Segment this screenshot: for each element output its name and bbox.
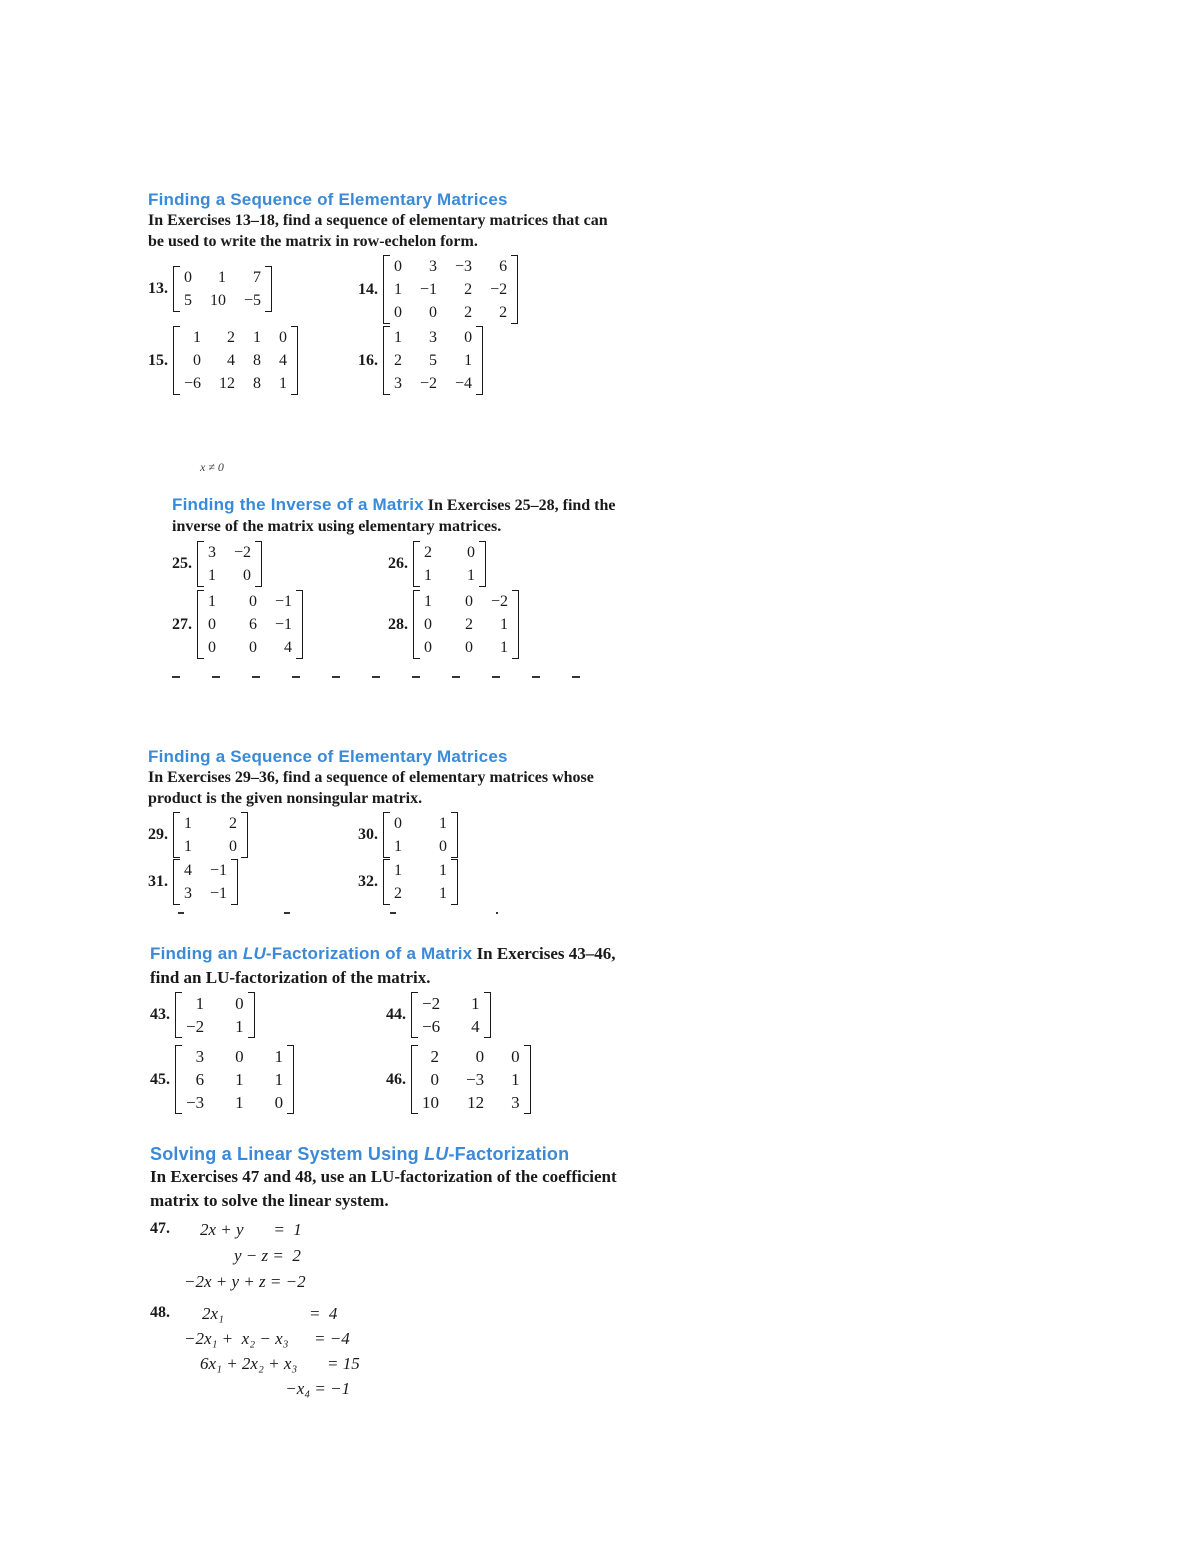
exercise-15 [148, 326, 298, 395]
matrix-entry: 1 [208, 593, 216, 610]
matrix-entry: 0 [430, 1070, 439, 1089]
section-instruction: In Exercises 25–28, find the inverse of the matrix using elementary matrices. [172, 497, 616, 535]
matrix-entry: 1 [235, 1093, 244, 1112]
matrix-entry: 3 [184, 885, 192, 902]
matrix-entry: 8 [253, 375, 262, 392]
matrix-entry: −2 [186, 1017, 205, 1036]
matrix-entry: −2 [490, 281, 508, 298]
exercise-number: 45. [150, 1070, 170, 1088]
matrix-entry: 2 [430, 1047, 439, 1066]
exercise-28 [388, 590, 519, 659]
section-heading: Finding an LU-Factorization of a Matrix [150, 944, 473, 963]
exercise-number: 25. [172, 555, 192, 572]
matrix-entry: 0 [249, 639, 257, 656]
matrix-entry: 6 [499, 258, 508, 275]
matrix [173, 812, 248, 858]
exercise-47 [150, 1220, 450, 1300]
matrix-entry: 3 [195, 1047, 205, 1066]
exercise-48 [150, 1304, 470, 1404]
matrix-entry: 4 [227, 352, 236, 369]
matrix-entry: 1 [218, 269, 226, 286]
exercise-number: 44. [386, 1006, 406, 1023]
matrix [175, 1045, 294, 1114]
matrix [413, 541, 486, 587]
matrix-entry: −2 [234, 544, 252, 561]
matrix-entry: 1 [439, 885, 447, 902]
matrix-entry: 1 [424, 567, 432, 584]
equation-line: 2x + y = 1 [200, 1220, 302, 1239]
exercise-26 [388, 541, 486, 587]
section-heading: Finding a Sequence of Elementary Matrices [148, 190, 508, 209]
exercise-46 [386, 1045, 531, 1114]
matrix-entry: 3 [429, 329, 438, 346]
matrix-entry: −1 [420, 281, 438, 298]
matrix-entry: 0 [208, 639, 216, 656]
matrix-entry: −1 [275, 593, 293, 610]
matrix-entry: −1 [275, 616, 293, 633]
section-solve-linear-system [150, 1144, 625, 1213]
matrix-entry: −2 [422, 994, 441, 1013]
equation-line: y − z = 2 [200, 1246, 301, 1265]
section-heading: Finding the Inverse of a Matrix [172, 495, 424, 514]
matrix-entry: 1 [274, 1070, 284, 1089]
matrix [197, 541, 262, 587]
matrix-entry: 1 [184, 815, 192, 832]
matrix-entry: 0 [464, 329, 473, 346]
matrix-entry: 0 [249, 593, 257, 610]
cropped-text-fragment [172, 676, 582, 678]
matrix-entry: −3 [186, 1093, 205, 1112]
matrix-entry: 6 [195, 1070, 205, 1089]
matrix-entry: 1 [511, 1070, 520, 1089]
matrix-entry: 5 [429, 352, 438, 369]
matrix-entry: 7 [253, 269, 262, 286]
matrix-entry: 1 [279, 375, 288, 392]
exercise-number: 16. [358, 351, 378, 369]
matrix [173, 326, 298, 395]
matrix-entry: −4 [455, 375, 473, 392]
matrix-entry: 0 [439, 838, 447, 855]
section-row-echelon [148, 190, 623, 252]
matrix-entry: 1 [500, 639, 509, 656]
matrix-entry: 0 [465, 639, 473, 656]
matrix-entry: 0 [274, 1093, 284, 1112]
matrix [413, 590, 519, 659]
matrix [383, 255, 518, 324]
exercise-32 [358, 859, 458, 905]
matrix-entry: 1 [274, 1047, 284, 1066]
equation-line: −2x + y + z = −2 [184, 1272, 306, 1291]
matrix-entry: 1 [235, 1017, 244, 1036]
section-product-elementary [148, 747, 623, 809]
matrix-entry: 0 [424, 639, 432, 656]
exercise-number: 26. [388, 555, 408, 572]
matrix-entry: −5 [244, 292, 262, 309]
matrix-entry: 2 [394, 885, 402, 902]
matrix-entry: 0 [511, 1047, 520, 1066]
matrix-entry: 2 [499, 304, 508, 321]
matrix-entry: 0 [475, 1047, 485, 1066]
matrix-entry: −2 [491, 593, 509, 610]
matrix-entry: 0 [424, 616, 432, 633]
exercise-number: 31. [148, 873, 168, 890]
matrix-entry: 10 [210, 292, 226, 309]
matrix-entry: 4 [184, 862, 192, 879]
exercise-44 [386, 992, 491, 1038]
exercise-45 [150, 1045, 294, 1114]
matrix-entry: 1 [208, 567, 216, 584]
matrix-entry: −6 [184, 375, 202, 392]
exercise-13 [148, 266, 272, 312]
matrix-entry: 0 [394, 258, 402, 275]
matrix [173, 266, 272, 312]
matrix-entry: 0 [208, 616, 216, 633]
matrix-entry: 4 [279, 352, 288, 369]
matrix-entry: −3 [455, 258, 473, 275]
fragment-text: x ≠ 0 [200, 460, 224, 474]
matrix-entry: 8 [253, 352, 262, 369]
exercise-number: 46. [386, 1070, 406, 1088]
exercise-number: 28. [388, 615, 408, 633]
matrix-entry: −6 [422, 1017, 441, 1036]
exercise-number: 15. [148, 351, 168, 369]
matrix-entry: 1 [471, 994, 480, 1013]
matrix-entry: 0 [429, 304, 438, 321]
matrix-entry: 1 [235, 1070, 244, 1089]
equation-line: −x₄ = −1 [196, 1379, 351, 1398]
matrix-entry: 0 [467, 544, 475, 561]
exercise-31 [148, 859, 238, 905]
matrix-entry: −1 [210, 885, 228, 902]
matrix-entry: 0 [235, 1047, 244, 1066]
section-instruction: In Exercises 29–36, find a sequence of elementary matrices whose product is the given nonsingular matrix. [148, 769, 594, 807]
exercise-number: 13. [148, 280, 168, 297]
exercise-16 [358, 326, 483, 395]
matrix [175, 992, 255, 1038]
matrix-entry: 3 [429, 258, 438, 275]
matrix-entry: 3 [208, 544, 216, 561]
exercise-29 [148, 812, 248, 858]
matrix [383, 859, 458, 905]
matrix-entry: 1 [439, 815, 447, 832]
section-lu-factorization [150, 942, 625, 990]
matrix-entry: 1 [394, 838, 402, 855]
matrix-entry: 4 [471, 1017, 480, 1036]
matrix-entry: 0 [184, 269, 192, 286]
matrix-entry: −1 [210, 862, 228, 879]
exercise-number: 48. [150, 1304, 170, 1321]
exercise-14 [358, 255, 518, 324]
matrix-entry: 12 [467, 1093, 485, 1112]
matrix-entry: 1 [193, 329, 202, 346]
exercise-number: 43. [150, 1006, 170, 1023]
section-heading: Finding a Sequence of Elementary Matrices [148, 747, 508, 766]
matrix-entry: 2 [227, 329, 236, 346]
matrix-entry: 4 [284, 639, 293, 656]
matrix-entry: 1 [253, 329, 262, 346]
matrix-entry: 5 [184, 292, 192, 309]
section-instruction: In Exercises 43–46, find an LU-factorization of the matrix. [150, 944, 616, 987]
matrix-entry: 1 [394, 281, 402, 298]
exercise-27 [172, 590, 303, 659]
matrix-entry: 2 [424, 544, 432, 561]
matrix-entry: 2 [394, 352, 402, 369]
matrix-entry: 0 [229, 838, 237, 855]
matrix [173, 859, 238, 905]
exercise-number: 29. [148, 826, 168, 843]
exercise-number: 47. [150, 1220, 170, 1237]
section-instruction: In Exercises 13–18, find a sequence of elementary matrices that can be used to write the matrix in row-echelon form. [148, 212, 608, 250]
matrix-entry: 2 [464, 281, 473, 298]
matrix-entry: 0 [394, 304, 402, 321]
matrix-entry: 1 [467, 567, 475, 584]
matrix-entry: −3 [466, 1070, 485, 1089]
matrix-entry: 0 [279, 329, 288, 346]
matrix-entry: 1 [195, 994, 205, 1013]
matrix-entry: 10 [422, 1093, 439, 1112]
matrix-entry: 0 [193, 352, 202, 369]
section-instruction: In Exercises 47 and 48, use an LU-factorization of the coefficient matrix to solve the linear system. [150, 1167, 617, 1210]
exercise-30 [358, 812, 458, 858]
matrix [411, 992, 491, 1038]
matrix-entry: 1 [394, 329, 402, 346]
matrix [411, 1045, 531, 1114]
matrix-entry: 2 [464, 304, 473, 321]
matrix-entry: 0 [465, 593, 473, 610]
matrix-entry: 1 [184, 838, 192, 855]
exercise-number: 32. [358, 873, 378, 890]
equation-line: 2x₁ = 4 [202, 1304, 338, 1323]
exercise-25 [172, 541, 262, 587]
matrix-entry: 1 [394, 862, 402, 879]
matrix-table [175, 266, 270, 312]
matrix [383, 812, 458, 858]
matrix-entry: 0 [394, 815, 402, 832]
section-inverse [172, 494, 642, 537]
matrix-entry: 6 [249, 616, 257, 633]
matrix-entry: 1 [500, 616, 509, 633]
matrix-entry: −2 [420, 375, 438, 392]
exercise-number: 30. [358, 826, 378, 843]
cropped-text-fragment [178, 912, 498, 914]
matrix-entry: 1 [439, 862, 447, 879]
matrix-entry: 0 [243, 567, 252, 584]
equation-line: −2x₁ + x₂ − x₃ = −4 [184, 1329, 350, 1348]
matrix-entry: 1 [464, 352, 473, 369]
matrix-entry: 2 [465, 616, 473, 633]
matrix-entry: 3 [511, 1093, 520, 1112]
matrix-entry: 0 [235, 994, 244, 1013]
matrix-entry: 12 [219, 375, 236, 392]
matrix-entry: 1 [424, 593, 432, 610]
equation-line: 6x₁ + 2x₂ + x₃ = 15 [200, 1354, 360, 1373]
matrix [197, 590, 303, 659]
matrix-entry: 2 [229, 815, 237, 832]
exercise-number: 27. [172, 615, 192, 633]
exercise-number: 14. [358, 280, 378, 298]
matrix-entry: 3 [394, 375, 402, 392]
exercise-43 [150, 992, 255, 1038]
section-heading: Solving a Linear System Using LU-Factorization [150, 1144, 570, 1164]
matrix [383, 326, 483, 395]
